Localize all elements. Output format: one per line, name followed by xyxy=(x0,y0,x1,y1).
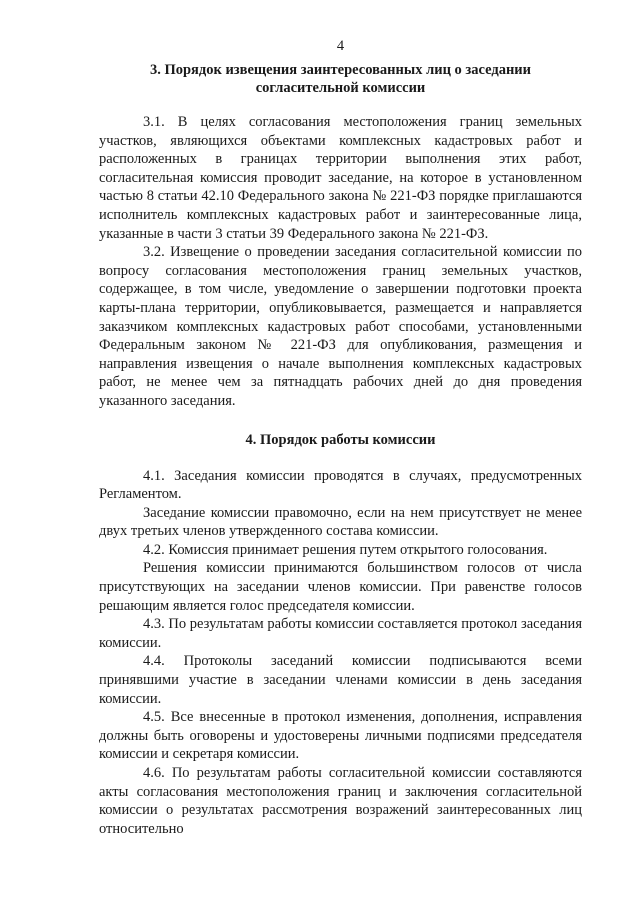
paragraph-4-3: 4.3. По результатам работы комиссии составляется протокол заседания комиссии. xyxy=(99,616,582,651)
section-3-title: 3. Порядок извещения заинтересованных лиц о заседании согласительной комиссии xyxy=(149,62,532,96)
paragraph-3-1: 3.1. В целях согласования местоположения границ земельных участков, являющихся объектами комплексных кадастровых работ и расположенных в границах территории выполнения этих работ, согласительная комиссия проводит заседание, на которое в установленном частью 8 статьи 42.10 Федерального закона № 221-ФЗ порядке приглашаются исполнитель комплексных кадастровых работ и заинтересованные лица, указанные в части 3 статьи 39 Федерального закона № 221-ФЗ. xyxy=(99,114,582,242)
paragraph-4-1: 4.1. Заседания комиссии проводятся в случаях, предусмотренных Регламентом. xyxy=(99,467,582,503)
paragraph-4-6: 4.6. По результатам работы согласительной комиссии составляются акты согласования местоположения границ и заключения согласительной комиссии о результатах рассмотрения возражений заинтересованных лиц относительно xyxy=(99,765,582,837)
paragraph-4-2-majority: Решения комиссии принимаются большинством голосов от числа присутствующих на заседании членов комиссии. При равенстве голосов решающим является голос председателя комиссии. xyxy=(99,560,582,614)
paragraph-4-5: 4.5. Все внесенные в протокол изменения, дополнения, исправления должны быть оговорены и удостоверены личными подписями председателя комиссии и секретаря комиссии. xyxy=(99,709,582,763)
section-4-title: 4. Порядок работы комиссии xyxy=(245,431,436,448)
paragraph-4-4: 4.4. Протоколы заседаний комиссии подписываются всеми принявшими участие в заседании членами комиссии в день заседания комиссии. xyxy=(99,653,582,707)
paragraph-4-2: 4.2. Комиссия принимает решения путем открытого голосования. xyxy=(143,541,548,558)
page-number: 4 xyxy=(336,38,345,54)
paragraph-4-1-quorum: Заседание комиссии правомочно, если на нем присутствует не менее двух третьих членов утвержденного состава комиссии. xyxy=(99,504,582,540)
paragraph-3-2: 3.2. Извещение о проведении заседания согласительной комиссии по вопросу согласования местоположения границ земельных участков, содержащее, в том числе, уведомление о завершении подготовки проекта карты-плана территории, опубликовывается, размещается и направляется заказчиком комплексных кадастровых работ способами, установленными Федеральным законом № 221-ФЗ для опубликования, размещения и направления извещения о начале выполнения комплексных кадастровых работ, не менее чем за пятнадцать рабочих дней до дня проведения указанного заседания. xyxy=(99,244,582,409)
